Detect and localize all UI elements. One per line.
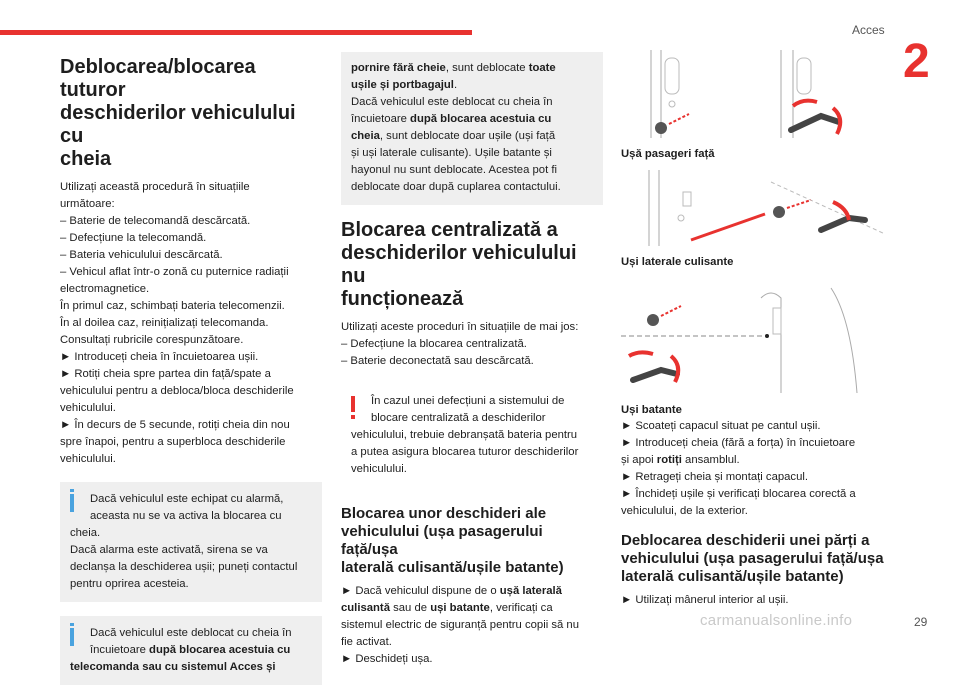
column-2 xyxy=(341,52,603,668)
intro-text: Utilizați această procedură în situațiile următoare: – Baterie de telecomandă descărcată. – Defecțiune la telecomandă. – Bateria vehiculului descărcată. – Vehicul aflat într-o zonă cu puternice radiații electromagnetice. În primul caz, schimbați bateria telecomenzii. În al doilea caz, reinițializați telecomanda. Consultați rubricile corespunzătoare. ► Introduceți cheia în încuietoarea ușii. ► Rotiți cheia spre partea din față/spate a vehiculului pentru a debloca/bloca deschiderile vehiculului. ► În decurs de 5 secunde, rotiți cheia din nou spre înapoi, pentru a superbloca deschiderile vehiculului. xyxy=(60,181,294,465)
info-icon xyxy=(70,494,74,512)
caption-rear-doors: Uși batante xyxy=(621,404,682,416)
unlock-part-step: ► Utilizați mânerul interior al ușii. xyxy=(621,594,789,606)
figure-sliding-doors xyxy=(621,170,885,250)
column-1 xyxy=(60,52,322,685)
central-locking-intro: Utilizați aceste proceduri în situațiile de mai jos: – Defecțiune la blocarea centralizată. – Baterie deconectată sau descărcată. xyxy=(341,321,579,367)
figure-front-passenger-door xyxy=(621,50,885,142)
info-box-alarm: Dacă vehiculul este echipat cu alarmă, aceasta nu se va activa la blocarea cu cheia. Dacă alarma este activată, sirena se va declanșa la deschiderea ușii; puneți contactul pentru oprirea acesteia. xyxy=(60,482,322,602)
watermark: carmanualsonline.info xyxy=(700,612,853,629)
lock-some-steps: ► Dacă vehiculul dispune de o ușă laterală culisantă sau de uși batante, verificați ca sistemul electric de siguranță pentru copii să nu fie activat. ► Deschideți ușa. xyxy=(341,585,579,665)
warning-box-battery: În cazul unei defecțiuni a sistemului de blocare centralizată a deschiderilor vehiculului, trebuie debranșată bateria pentru a putea asigura blocarea tuturor deschiderilor vehiculului. xyxy=(341,384,603,487)
section-title: Acces xyxy=(852,23,885,37)
info-box-continued: pornire fără cheie, sunt deblocate toate ușile și portbagajul. Dacă vehiculul este deblocat cu cheia în încuietoare după blocarea acestuia cu cheia, sunt deblocate doar ușile (uși față și uși laterale culisante). Ușile batante și hayonul nu sunt deblocate. Acestea pot fi deblocate doar după cuplarea contactului. xyxy=(341,52,603,205)
caption-sliding-doors: Uși laterale culisante xyxy=(621,256,734,268)
figure-rear-doors xyxy=(621,278,885,398)
info-icon xyxy=(70,628,74,646)
page-number: 29 xyxy=(914,615,928,629)
header-accent-bar xyxy=(0,30,472,35)
heading-unlock-lock-key: Deblocarea/blocarea tuturor deschiderilor vehiculului cu cheia xyxy=(60,56,296,170)
door-lock-illustration-2 xyxy=(621,170,885,250)
heading-lock-some-openings: Blocarea unor deschideri ale vehiculului (ușa pasagerului față/ușa laterală culisantă/ușile batante) xyxy=(341,505,564,576)
heading-unlock-part: Deblocarea deschiderii unei părți a vehiculului (ușa pasagerului față/ușa laterală culisantă/ușile batante) xyxy=(621,532,884,585)
heading-central-locking-fails: Blocarea centralizată a deschiderilor vehiculului nu funcționează xyxy=(341,219,577,310)
caption-front-passenger-door: Ușă pasageri față xyxy=(621,148,715,160)
rear-door-steps: ► Scoateți capacul situat pe cantul ușii. ► Introduceți cheia (fără a forța) în încuietoare și apoi rotiți ansamblul. ► Retrageți cheia și montați capacul. ► Închideți ușile și verificați blocarea corectă a vehiculului, de la exterior. xyxy=(621,420,856,517)
column-3 xyxy=(621,50,885,609)
chapter-number: 2 xyxy=(903,35,930,88)
info-box-key-unlock: Dacă vehiculul este deblocat cu cheia în încuietoare după blocarea acestuia cu telecomanda sau cu sistemul Acces și xyxy=(60,616,322,685)
door-lock-illustration-1 xyxy=(621,50,885,142)
door-lock-illustration-3 xyxy=(621,278,885,398)
warning-icon xyxy=(351,396,355,412)
